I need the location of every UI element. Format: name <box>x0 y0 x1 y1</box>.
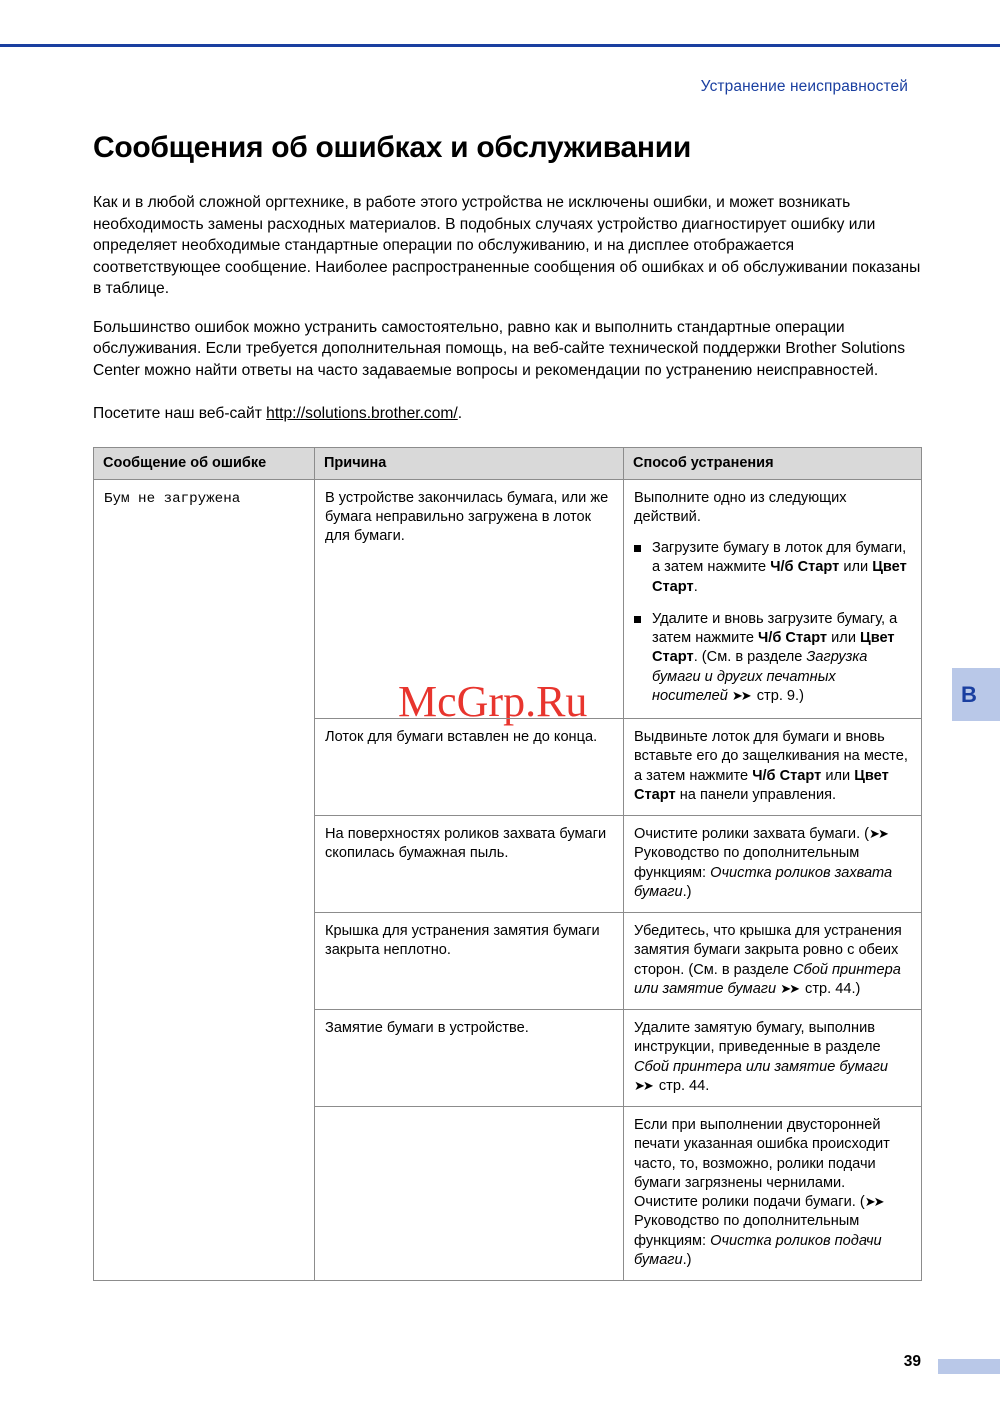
brother-solutions-link[interactable]: http://solutions.brother.com/ <box>266 405 458 423</box>
action-text-part: Руководство по дополнительным функциям: <box>634 845 860 881</box>
section-tab-letter: B <box>961 681 977 707</box>
cell-action <box>624 816 922 913</box>
action-text-part: или <box>821 767 855 784</box>
double-arrow-icon: ➤➤ <box>634 1077 652 1093</box>
bullet-text-part: стр. 9.) <box>752 687 804 704</box>
visit-suffix: . <box>457 405 463 423</box>
action-bold-part: Ч/б Старт <box>752 767 822 784</box>
error-messages-table <box>93 447 922 1282</box>
double-arrow-icon: ➤➤ <box>864 1194 883 1210</box>
action-bold-part: Цвет Старт <box>634 767 889 803</box>
cell-cause: На поверхностях роликов захвата бумаги скопилась бумажная пыль. <box>315 816 624 913</box>
action-text-part: Удалите замятую бумагу, выполнив инструкции, приведенные в разделе <box>634 1020 881 1056</box>
action-text-part: Убедитесь, что крышка для устранения замятия бумаги закрыта ровно с обеих сторон. (См. в разделе <box>634 923 902 978</box>
action-text-part: стр. 44. <box>654 1077 710 1094</box>
footer-accent-bar <box>938 1359 1000 1374</box>
bullet-bold-part: Ч/б Старт <box>770 559 840 576</box>
cell-action <box>624 1107 922 1281</box>
section-tab-marker <box>952 668 1000 721</box>
intro-paragraph-2: Большинство ошибок можно устранить самостоятельно, равно как и выполнить стандартные операции обслуживания. Если требуется дополнительная помощь, на веб-сайте технической поддержки Brother Solutions Center можно найти ответы на часто задаваемые вопросы и рекомендации по устранению неисправностей. <box>93 318 905 379</box>
list-item <box>634 539 911 597</box>
action-bullet-list <box>634 539 911 706</box>
cell-error-message <box>94 479 315 1281</box>
action-italic-part: Очистка роликов подачи бумаги <box>634 1232 882 1268</box>
list-item <box>634 610 911 706</box>
cell-action <box>624 1010 922 1107</box>
action-text-part: стр. 44.) <box>800 980 861 997</box>
double-arrow-icon: ➤➤ <box>731 687 750 703</box>
bullet-text-part: . (См. в разделе <box>693 649 807 666</box>
bullet-text-part: Удалите и вновь загрузите бумагу, а затем нажмите <box>652 610 898 647</box>
running-header: Устранение неисправностей <box>700 78 908 95</box>
action-italic-part: Сбой принтера или замятие бумаги <box>634 1058 889 1075</box>
watermark: McGrp.Ru <box>398 677 588 726</box>
bullet-bold-part: Ч/б Старт <box>758 630 828 647</box>
action-text-part: .) <box>682 1251 692 1268</box>
table-header-row <box>94 447 922 479</box>
action-text-part: Если при выполнении двусторонней печати указанная ошибка происходит часто, то, возможно, ролики подачи бумаги загрязнены чернилами. Очистите ролики подачи бумаги. ( <box>634 1117 890 1211</box>
visit-website-line <box>93 403 921 425</box>
action-intro: Выполните одно из следующих действий. <box>634 489 847 525</box>
action-text-part: .) <box>682 883 692 900</box>
column-header-cause: Причина <box>315 447 624 479</box>
page-content <box>93 130 921 1281</box>
double-arrow-icon: ➤➤ <box>780 980 798 996</box>
bullet-text-part: . <box>693 578 698 595</box>
cell-action <box>624 913 922 1010</box>
action-italic-part: Сбой принтера или замятие бумаги <box>634 961 901 997</box>
cell-cause: Лоток для бумаги вставлен не до конца. <box>315 719 624 816</box>
cell-action <box>624 479 922 719</box>
bullet-bold-part: Цвет Старт <box>652 630 895 666</box>
column-header-error-message: Сообщение об ошибке <box>94 447 315 479</box>
page-title: Сообщения об ошибках и обслуживании <box>93 131 692 164</box>
cell-cause-empty <box>315 1107 624 1281</box>
cell-cause: Замятие бумаги в устройстве. <box>315 1010 624 1107</box>
page-number: 39 <box>903 1353 921 1370</box>
intro-paragraph-1: Как и в любой сложной оргтехнике, в работе этого устройства не исключены ошибки, и может возникать необходимость замены расходных материалов. В подобных случаях устройство диагностирует ошибку или определяет необходимые стандартные операции по обслуживанию, и на дисплее отображается соответствующее сообщение. Наиболее распространенные сообщения об ошибках и об обслуживании показаны в таблице. <box>93 194 921 298</box>
bullet-italic-part: Загрузка бумаги и других печатных носителей <box>652 649 868 704</box>
cell-cause: В устройстве закончилась бумага, или же бумага неправильно загружена в лоток для бумаги. <box>315 479 624 719</box>
cell-action <box>624 719 922 816</box>
cell-cause: Крышка для устранения замятия бумаги закрыта неплотно. <box>315 913 624 1010</box>
column-header-action: Способ устранения <box>624 447 922 479</box>
bullet-text-part: Загрузите бумагу в лоток для бумаги, а затем нажмите <box>652 540 907 576</box>
action-text-part: Очистите ролики захвата бумаги. ( <box>634 826 870 843</box>
error-message-text: Бум не загружена <box>104 490 241 507</box>
action-text-part: Руководство по дополнительным функциям: <box>634 1213 860 1249</box>
action-italic-part: Очистка роликов захвата бумаги <box>634 864 893 900</box>
table-row <box>94 479 922 719</box>
visit-prefix: Посетите наш веб-сайт <box>93 405 267 423</box>
action-text-part: Выдвиньте лоток для бумаги и вновь вставьте его до защелкивания на месте, а затем нажмите <box>634 729 908 784</box>
bullet-bold-part: Цвет Старт <box>652 559 907 595</box>
action-text-part: на панели управления. <box>675 786 837 803</box>
double-arrow-icon: ➤➤ <box>869 826 887 842</box>
header-rule <box>0 44 1000 47</box>
bullet-text-part: или <box>839 559 873 576</box>
bullet-text-part: или <box>827 630 861 647</box>
